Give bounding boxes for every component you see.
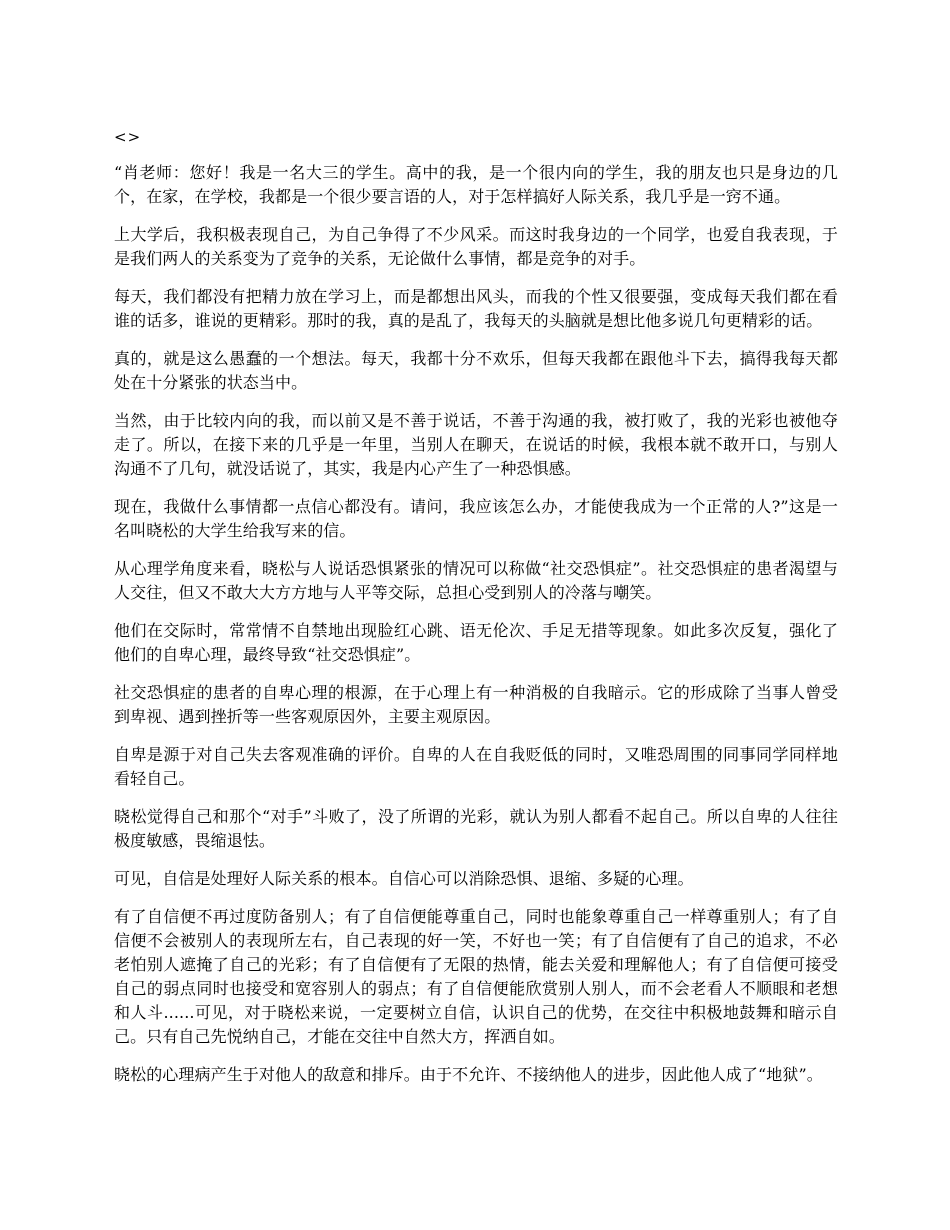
paragraph-confidence-root: 可见，自信是处理好人际关系的根本。自信心可以消除恐惧、退缩、多疑的心理。 xyxy=(114,869,694,888)
paragraph-hostility: 晓松的心理病产生于对他人的敌意和排斥。由于不允许、不接纳他人的进步，因此他人成了“地狱”。 xyxy=(114,1065,823,1084)
paragraph-university: 上大学后，我积极表现自己，为自己争得了不少风采。而这时我身边的一个同学，也爱自我表现，于是我们两人的关系变为了竞争的关系，无论做什么事情，都是竞争的对手。 xyxy=(114,225,838,268)
paragraph-root-cause: 社交恐惧症的患者的自卑心理的根源，在于心理上有一种消极的自我暗示。它的形成除了当事人曾受到卑视、遇到挫折等一些客观原因外，主要主观原因。 xyxy=(114,683,838,726)
paragraph-sensitivity: 晓松觉得自己和那个“对手”斗败了，没了所谓的光彩，就认为别人都看不起自己。所以自卑的人往往极度敏感，畏缩退怯。 xyxy=(114,807,838,850)
paragraph-benefits-of-confidence: 有了自信便不再过度防备别人；有了自信便能尊重自己，同时也能象尊重自己一样尊重别人；有了自信便不会被别人的表现所左右，自己表现的好一笑，不好也一笑；有了自信便有了自己的追求，不必老怕别人遮掩了自己的光彩；有了自信便有了无限的热情，能去关爱和理解他人；有了自信便可接受自己的弱点同时也接受和宽容别人的弱点；有了自信便能欣赏别人别人，而不会老看人不顺眼和老想和人斗......可见，对于晓松来说，一定要树立自信，认识自己的优势，在交往中积极地鼓舞和暗示自己。只有自己先悦纳自己，才能在交往中自然大方，挥洒自如。 xyxy=(114,907,838,1046)
paragraph-letter-intro: “肖老师：您好！我是一名大三的学生。高中的我，是一个很内向的学生，我的朋友也只是身边的几个，在家，在学校，我都是一个很少要言语的人，对于怎样搞好人际关系，我几乎是一窍不通。 xyxy=(114,163,838,206)
paragraph-no-confidence: 现在，我做什么事情都一点信心都没有。请问，我应该怎么办，才能使我成为一个正常的人?”这是一名叫晓松的大学生给我写来的信。 xyxy=(114,497,838,540)
document-marker: <> xyxy=(114,128,142,146)
paragraph-competition: 每天，我们都没有把精力放在学习上，而是都想出风头，而我的个性又很要强，变成每天我们都在看谁的话多，谁说的更精彩。那时的我，真的是乱了，我每天的头脑就是想比他多说几句更精彩的话。 xyxy=(114,287,838,330)
paragraph-defeated: 当然，由于比较内向的我，而以前又是不善于说话，不善于沟通的我，被打败了，我的光彩也被他夺走了。所以，在接下来的几乎是一年里，当别人在聊天，在说话的时候，我根本就不敢开口，与别人沟通不了几句，就没话说了，其实，我是内心产生了一种恐惧感。 xyxy=(114,411,838,478)
paragraph-foolish-idea: 真的，就是这么愚蠢的一个想法。每天，我都十分不欢乐，但每天我都在跟他斗下去，搞得我每天都处在十分紧张的状态当中。 xyxy=(114,349,838,392)
paragraph-social-phobia: 从心理学角度来看，晓松与人说话恐惧紧张的情况可以称做“社交恐惧症”。社交恐惧症的患者渴望与人交往，但又不敢大大方方地与人平等交际，总担心受到别人的冷落与嘲笑。 xyxy=(114,559,838,602)
paragraph-symptoms: 他们在交际时，常常情不自禁地出现脸红心跳、语无伦次、手足无措等现象。如此多次反复，强化了他们的自卑心理，最终导致“社交恐惧症”。 xyxy=(114,621,838,664)
paragraph-self-inferiority: 自卑是源于对自己失去客观准确的评价。自卑的人在自我贬低的同时，又唯恐周围的同事同学同样地看轻自己。 xyxy=(114,745,838,788)
